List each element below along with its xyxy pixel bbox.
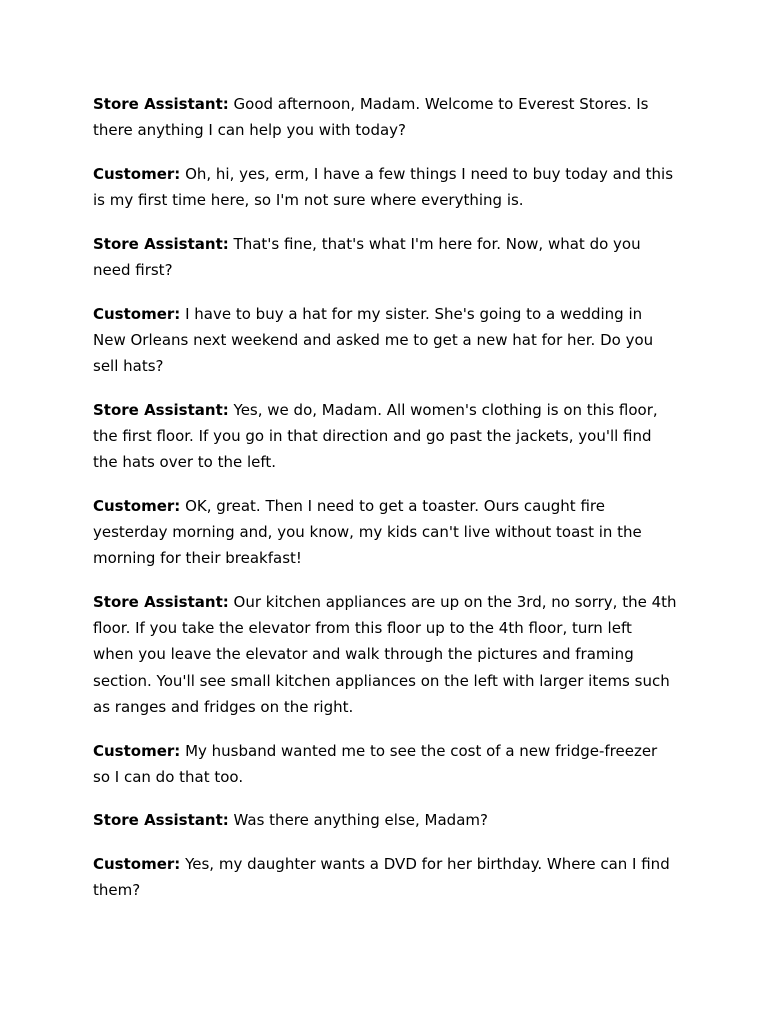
dialogue-turn — [93, 738, 677, 790]
dialogue-turn — [93, 851, 677, 903]
dialogue-turn — [93, 493, 677, 572]
turn-text: Good afternoon, Madam. Welcome to Everest Stores. Is there anything I can help you with today? — [93, 95, 649, 140]
turn-text: Was there anything else, Madam? — [233, 811, 488, 830]
dialogue-turn — [93, 161, 677, 213]
dialogue-turn — [93, 91, 677, 143]
dialogue-turn — [93, 807, 677, 833]
turn-text: Our kitchen appliances are up on the 3rd, no sorry, the 4th floor. If you take the elevator from this floor up to the 4th floor, turn left when you leave the elevator and walk through the pictures and framing section. You'll see small kitchen appliances on the left with larger items such as ranges and fridges on the right. — [93, 593, 677, 716]
speaker-label: Customer: — [93, 855, 181, 874]
turn-text: That's fine, that's what I'm here for. Now, what do you need first? — [93, 234, 641, 280]
speaker-label: Store Assistant: — [93, 811, 229, 830]
turn-text: Yes, we do, Madam. All women's clothing is on this floor, the first floor. If you go in that direction and go past the jackets, you'll find the hats over to the left. — [93, 400, 658, 472]
turn-text: I have to buy a hat for my sister. She's going to a wedding in New Orleans next weekend and asked me to get a new hat for her. Do you sell hats? — [93, 304, 654, 376]
dialogue-document — [93, 91, 677, 921]
turn-text: My husband wanted me to see the cost of a new fridge-freezer so I can do that too. — [93, 741, 658, 786]
speaker-label: Customer: — [93, 304, 181, 323]
turn-text: OK, great. Then I need to get a toaster. Ours caught fire yesterday morning and, you know, my kids can't live without toast in the morning for their breakfast! — [93, 496, 642, 568]
dialogue-turn — [93, 231, 677, 283]
speaker-label: Customer: — [93, 164, 181, 183]
dialogue-turn — [93, 589, 677, 720]
turn-text: Yes, my daughter wants a DVD for her birthday. Where can I find them? — [93, 855, 670, 900]
speaker-label: Customer: — [93, 741, 181, 760]
speaker-label: Store Assistant: — [93, 234, 229, 253]
speaker-label: Store Assistant: — [93, 400, 229, 419]
speaker-label: Store Assistant: — [93, 95, 229, 113]
dialogue-turn — [93, 301, 677, 380]
dialogue-turn — [93, 397, 677, 476]
turn-text: Oh, hi, yes, erm, I have a few things I need to buy today and this is my first time here, so I'm not sure where everything is. — [93, 164, 674, 210]
speaker-label: Customer: — [93, 496, 181, 515]
speaker-label: Store Assistant: — [93, 593, 229, 612]
